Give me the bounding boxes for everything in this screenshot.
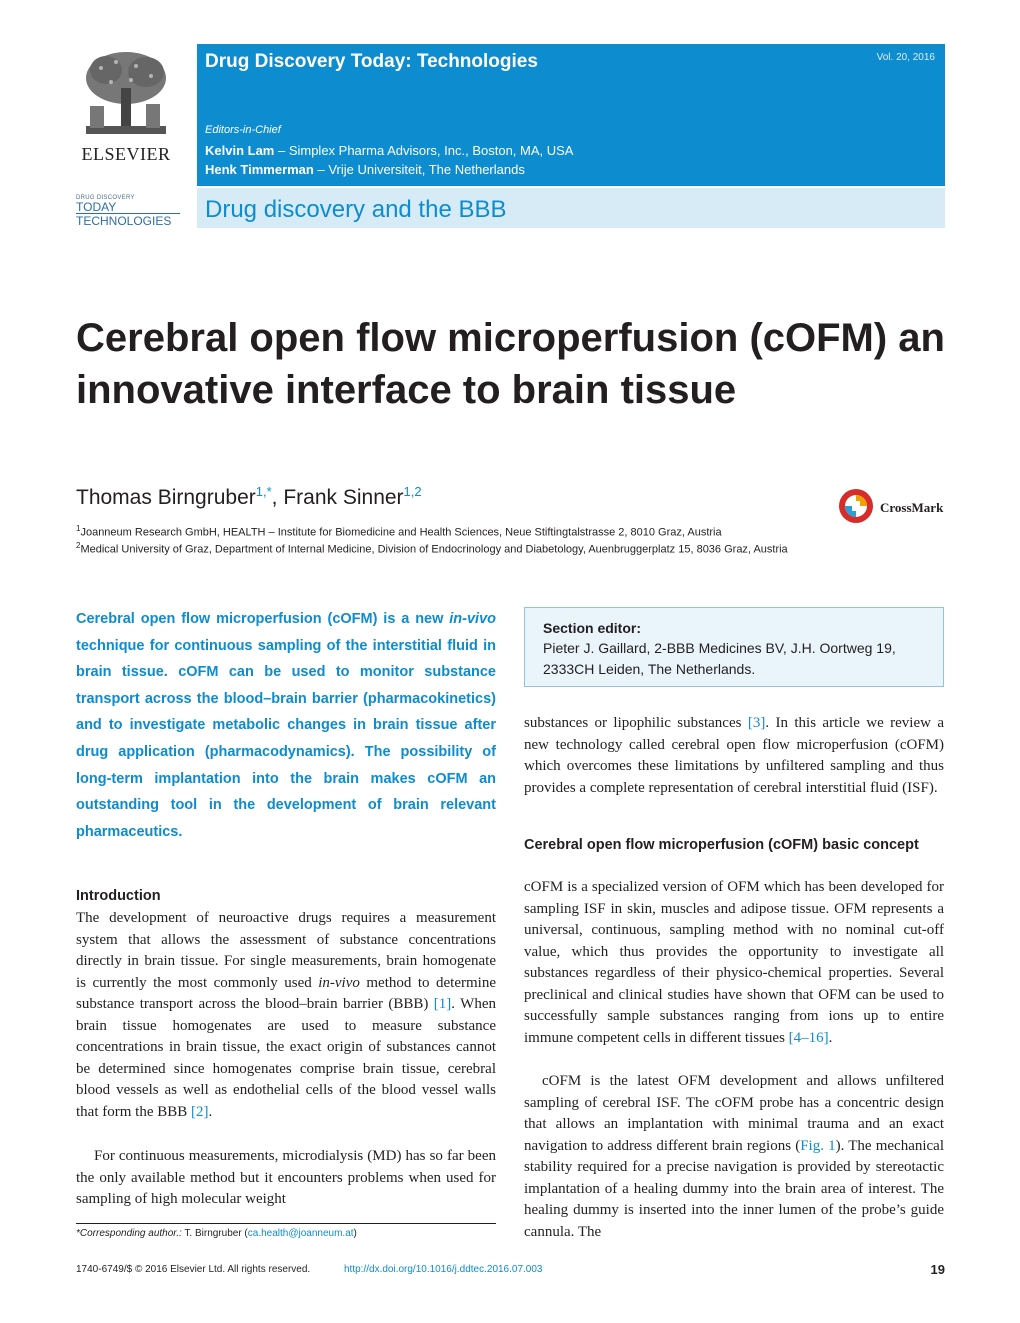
right-paragraph-0 [524,713,944,799]
author2-affiliation-marker[interactable]: 1,2 [403,484,422,499]
journal-logo-line3: TECHNOLOGIES [76,213,180,227]
reference-link-4-16[interactable]: [4–16] [788,1029,829,1046]
basic-concept-heading: Cerebral open flow microperfusion (cOFM) basic concept [524,837,919,853]
abstract-part-c: technique for continuous sampling of the interstitial fluid in brain tissue. cOFM can be used to monitor substance transport across the blood–brain barrier (pharmacokinetics) and to investigate metabolic changes in brain tissue after drug application (pharmacodynamics). The possibility of long-term implantation into the brain makes cOFM an outstanding tool in the development of brain relevant pharmaceutics. [76,637,496,840]
author-email-link[interactable]: ca.health@joanneum.at [247,1228,354,1239]
right-p0-text-a: substances or lipophilic substances [524,715,748,731]
author-sinner: Frank Sinner [283,486,404,509]
editor2-affiliation: – Vrije Universiteit, The Netherlands [313,162,525,177]
editor1-name: Kelvin Lam [205,143,275,158]
elsevier-tree-logo-icon [76,48,176,140]
journal-logo-line1: DRUG DISCOVERY [76,195,135,201]
section-editor-label: Section editor: [543,620,642,636]
copyright-notice: 1740-6749/$ © 2016 Elsevier Ltd. All rights reserved. [76,1264,311,1275]
abstract [76,606,496,845]
article-title: Cerebral open flow microperfusion (cOFM) an innovative interface to brain tissue [76,316,945,412]
footnote-name: T. Birngruber ( [181,1228,248,1239]
author-list [76,484,422,510]
volume-label: Vol. 20, 2016 [876,52,935,63]
affiliation-1-number: 1 [76,524,81,533]
abstract-part-a: Cerebral open flow microperfusion (cOFM) is a new [76,611,450,627]
doi-link[interactable]: http://dx.doi.org/10.1016/j.ddtec.2016.07.003 [344,1264,543,1275]
introduction-heading: Introduction [76,888,161,904]
footnote-divider [76,1223,496,1224]
introduction-paragraph-1 [76,908,496,1123]
intro-p1-italic: in-vivo [318,974,360,991]
affiliation-2-text: Medical University of Graz, Department of Internal Medicine, Division of Endocrinology and Diabetology, Auenbruggerplatz 15, 8036 Graz, Austria [80,543,788,556]
section-editor-text: Pieter J. Gaillard, 2-BBB Medicines BV, J.H. Oortweg 19, 2333CH Leiden, The Netherlands. [543,640,896,677]
intro-p1-text-d: . When brain tissue homogenates are used to measure substance concentrations in brain tissue, the exact origin of substances cannot be determined since homogenates comprise brain tissue, cerebral blood vessels as well as endothelial cells of the blood vessel walls that form the BBB [76,996,496,1120]
reference-link-1[interactable]: [1] [433,996,452,1012]
abstract-italic: in-vivo [449,611,496,627]
right-p1-text-b: . [828,1029,833,1046]
section-title: Drug discovery and the BBB [205,196,507,223]
intro-p1-text-e: . [208,1103,213,1120]
reference-link-2[interactable]: [2] [191,1103,209,1120]
introduction-paragraph-2: For continuous measurements, microdialysis (MD) has so far been the only available method but it encounters problems when used for sampling of high molecular weight [76,1148,496,1207]
basic-concept-paragraph-1 [524,877,944,1049]
affiliation-1-text: Joanneum Research GmbH, HEALTH – Institute for Biomedicine and Health Sciences, Neue Stiftingtalstrasse 2, 8010 Graz, Austria [80,526,722,539]
publisher-name: ELSEVIER [81,144,171,164]
right-p2-text-b: ). The mechanical stability required for a precise navigation is provided by stereotactic implantation of a healing dummy into the brain area of interest. The healing dummy is inserted into the inner lumen of the probe’s guide cannula. The [524,1137,945,1240]
crossmark-label[interactable]: CrossMark [880,500,944,515]
page-number: 19 [930,1262,945,1277]
journal-title: Drug Discovery Today: Technologies [205,51,538,72]
reference-link-3[interactable]: [3] [747,715,766,731]
footnote-end: ) [353,1228,357,1239]
right-p2-text-a: cOFM is the latest OFM development and allows unfiltered sampling of cerebral ISF. The cOFM probe has a concentric design that allows an implantation with minimal trauma and an exact navigation to address different brain regions ( [524,1073,944,1154]
basic-concept-paragraph-2 [524,1071,944,1243]
editor2-name: Henk Timmerman [205,162,314,177]
editor1-affiliation: – Simplex Pharma Advisors, Inc., Boston, MA, USA [274,143,574,158]
editor-kelvin-lam [205,143,573,158]
journal-logo-line2: TODAY [76,200,117,214]
figure-1-link[interactable]: Fig. 1 [800,1137,836,1154]
affiliation-2-number: 2 [76,541,81,550]
intro-p1-text-a: The development of neuroactive drugs requires a measurement system that allows the assessment of substance concentrations directly in brain tissue. For single measurements, brain homogenate is currently the most commonly used [76,910,496,991]
editors-in-chief-label: Editors-in-Chief [205,124,281,136]
affiliation-2 [76,537,816,559]
journal-logo [76,195,180,231]
author-birngruber: Thomas Birngruber [76,486,256,509]
intro-p1-text-c: method to determine substance transport across the blood–brain barrier (BBB) [76,974,496,1012]
right-p1-text-a: cOFM is a specialized version of OFM which has been developed for sampling ISF in skin, muscles and adipose tissue. OFM represents a universal, continuous, sampling method with no nominal cut-off value, which thus provides the opportunity to investigate all substances regardless of their physico-chemical properties. Several preclinical and clinical studies have shown that OFM can be used to successfully sample substances ranging from ions up to entire immune competent cells in different tissues [524,879,944,1046]
author-separator: , [271,486,284,509]
author1-affiliation-marker[interactable]: 1,* [255,484,272,499]
right-p0-text-b: . In this article we review a new technology called cerebral open flow microperfusion (cOFM) which overcomes these limitations by unfiltered sampling and thus provides a complete representation of cerebral interstitial fluid (ISF). [524,715,944,796]
editor-henk-timmerman [205,162,525,177]
footnote-label: *Corresponding author.: [76,1228,182,1239]
corresponding-author-footnote [76,1228,357,1239]
